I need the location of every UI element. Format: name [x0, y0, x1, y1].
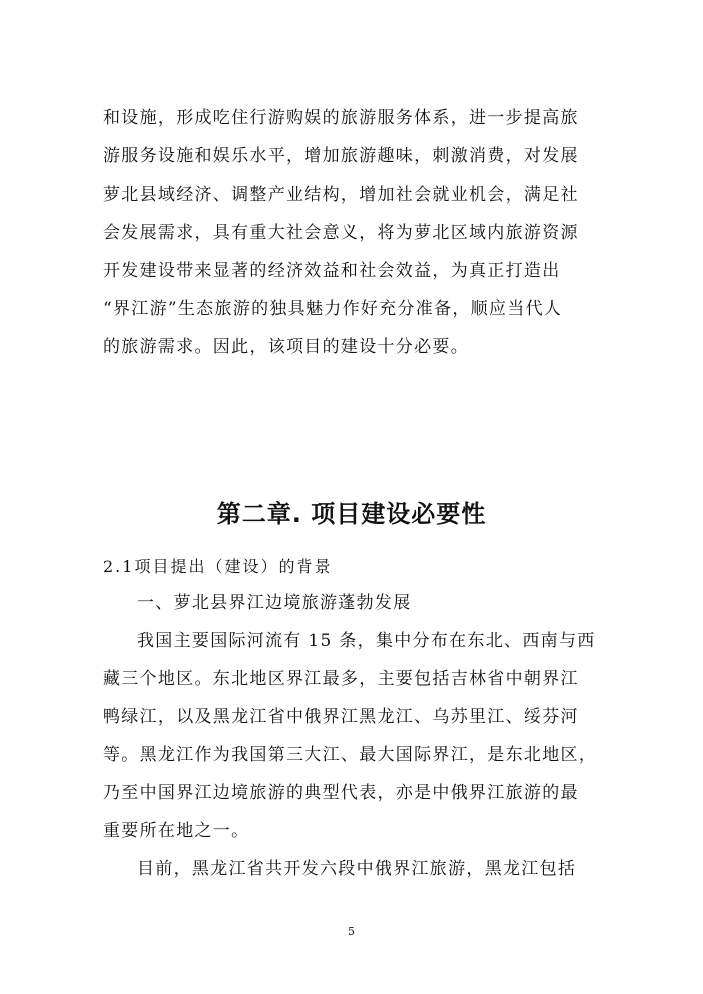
section-title: 2.1项目提出（建设）的背景	[103, 557, 333, 576]
paragraph-line: 藏三个地区。东北地区界江最多，主要包括吉林省中朝界江	[103, 669, 579, 689]
page-number: 5	[348, 925, 355, 938]
paragraph-line: 游服务设施和娱乐水平，增加旅游趣味，刺激消费，对发展	[103, 146, 579, 166]
paragraph-line: 我国主要国际河流有 15 条，集中分布在东北、西南与西	[137, 631, 596, 651]
paragraph-line: 等。黑龙江作为我国第三大江、最大国际界江，是东北地区，	[103, 745, 598, 765]
subsection-title: 一、萝北县界江边境旅游蓬勃发展	[137, 593, 412, 613]
paragraph-line: 乃至中国界江边境旅游的典型代表，亦是中俄界江旅游的最	[103, 783, 579, 803]
paragraph-line: 目前，黑龙江省共开发六段中俄界江旅游，黑龙江包括	[137, 859, 577, 879]
paragraph-line: 萝北县域经济、调整产业结构，增加社会就业机会，满足社	[103, 185, 579, 205]
paragraph-line: 重要所在地之一。	[103, 821, 250, 841]
paragraph-line: 开发建设带来显著的经济效益和社会效益，为真正打造出	[103, 261, 561, 281]
paragraph-line: 会发展需求，具有重大社会意义，将为萝北区域内旅游资源	[103, 223, 579, 243]
paragraph-line: 和设施，形成吃住行游购娱的旅游服务体系，进一步提高旅	[103, 108, 579, 128]
paragraph-line: 鸭绿江，以及黑龙江省中俄界江黑龙江、乌苏里江、绥芬河	[103, 707, 579, 727]
chapter-title: 第二章. 项目建设必要性	[216, 500, 487, 528]
paragraph-line: “界江游”生态旅游的独具魅力作好充分准备，顺应当代人	[103, 299, 563, 319]
paragraph-line: 的旅游需求。因此，该项目的建设十分必要。	[103, 337, 469, 357]
